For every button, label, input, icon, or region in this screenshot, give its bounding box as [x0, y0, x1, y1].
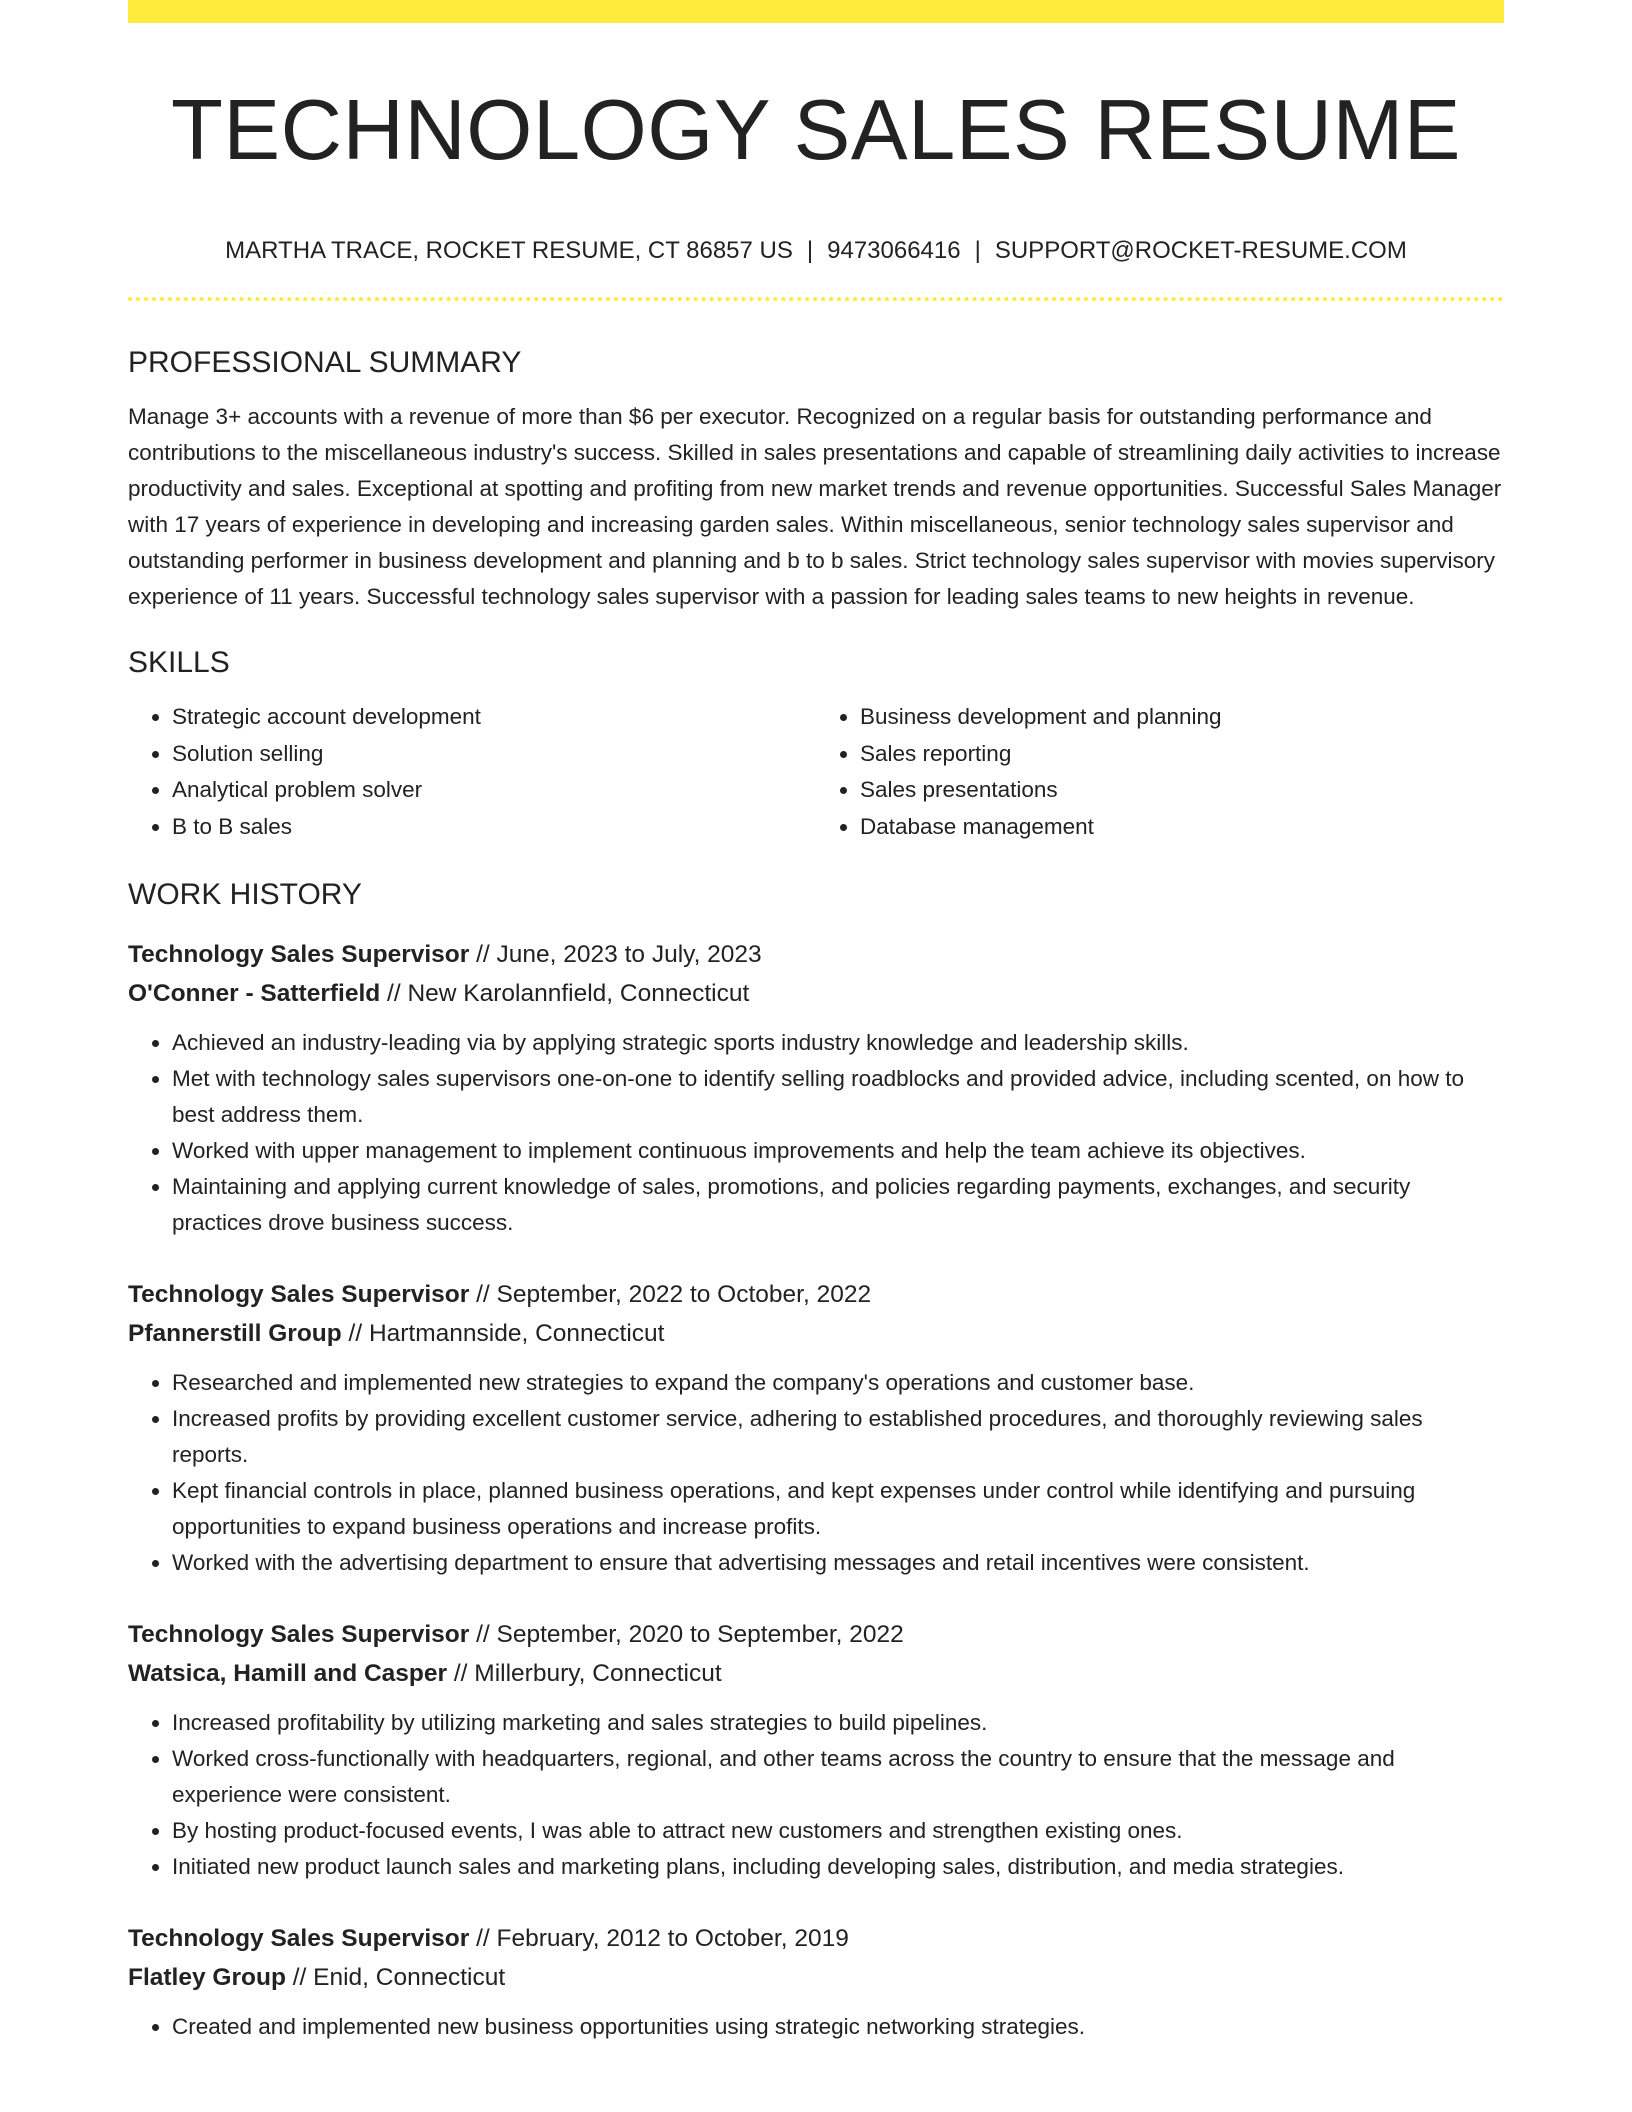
job-bullets	[128, 1025, 1504, 1241]
job-company-line	[128, 1958, 1504, 1997]
dotted-divider	[128, 297, 1504, 301]
resume-title: TECHNOLOGY SALES RESUME	[171, 83, 1461, 178]
job-bullet: • Increased profitability by utilizing marketing and sales strategies to build pipelines.	[172, 1705, 1504, 1741]
job-company: Watsica, Hamill and Casper	[128, 1660, 448, 1687]
job-bullet: • Kept financial controls in place, planned business operations, and kept expenses under control while identifying and pursuing opportunities to expand business operations and increase profits.	[172, 1473, 1504, 1545]
skills-column-right	[816, 699, 1504, 845]
job-company-line	[128, 1314, 1504, 1353]
job-dates: // June, 2023 to July, 2023	[469, 941, 762, 968]
summary-heading: PROFESSIONAL SUMMARY	[128, 346, 522, 379]
job-entry	[128, 1275, 1504, 1581]
skill-item: • B to B sales	[172, 809, 816, 846]
job-entry	[128, 935, 1504, 1241]
job-bullet: • Worked cross-functionally with headquarters, regional, and other teams across the country to ensure that the message and experience were consistent.	[172, 1741, 1504, 1813]
job-title-line	[128, 1615, 1504, 1654]
job-dates: // September, 2022 to October, 2022	[469, 1281, 872, 1308]
skills-column-left	[128, 699, 816, 845]
job-bullet: • Worked with upper management to implement continuous improvements and help the team achieve its objectives.	[172, 1133, 1504, 1169]
top-accent-bar	[128, 0, 1504, 23]
contact-email: SUPPORT@ROCKET-RESUME.COM	[994, 237, 1407, 264]
job-bullet: • Maintaining and applying current knowledge of sales, promotions, and policies regarding payments, exchanges, and security practices drove business success.	[172, 1169, 1504, 1241]
job-bullet: • Initiated new product launch sales and marketing plans, including developing sales, distribution, and media strategies.	[172, 1849, 1504, 1885]
job-bullet: • Researched and implemented new strategies to expand the company's operations and customer base.	[172, 1365, 1504, 1401]
skills-list	[128, 699, 1504, 845]
job-location: // New Karolannfield, Connecticut	[380, 980, 750, 1007]
job-company-line	[128, 1654, 1504, 1693]
job-title: Technology Sales Supervisor	[128, 1925, 470, 1952]
job-title: Technology Sales Supervisor	[128, 1281, 470, 1308]
job-bullet: • Increased profits by providing excellent customer service, adhering to established procedures, and thoroughly reviewing sales reports.	[172, 1401, 1504, 1473]
job-company: Flatley Group	[128, 1964, 286, 1991]
job-company-line	[128, 974, 1504, 1013]
job-location: // Enid, Connecticut	[285, 1964, 506, 1991]
job-company: Pfannerstill Group	[128, 1320, 342, 1347]
skill-item: • Business development and planning	[860, 699, 1504, 736]
skill-item: • Strategic account development	[172, 699, 816, 736]
job-title: Technology Sales Supervisor	[128, 1621, 470, 1648]
job-bullets	[128, 1705, 1504, 1885]
contact-address: MARTHA TRACE, ROCKET RESUME, CT 86857 US	[225, 237, 793, 264]
resume-content	[128, 0, 1504, 2045]
job-company: O'Conner - Satterfield	[128, 980, 381, 1007]
job-entry	[128, 1919, 1504, 2045]
job-title-line	[128, 1919, 1504, 1958]
job-location: // Hartmannside, Connecticut	[341, 1320, 665, 1347]
skill-item: • Database management	[860, 809, 1504, 846]
summary-text: Manage 3+ accounts with a revenue of more than $6 per executor. Recognized on a regular basis for outstanding performance and contributions to the miscellaneous industry's success. Skilled in sales presentations and capable of streamlining daily activities to increase productivity and sales. Exceptional at spotting and profiting from new market trends and revenue opportunities. Successful Sales Manager with 17 years of experience in developing and increasing garden sales. Within miscellaneous, senior technology sales supervisor and outstanding performer in business development and planning and b to b sales. Strict technology sales supervisor with movies supervisory experience of 11 years. Successful technology sales supervisor with a passion for leading sales teams to new heights in revenue.	[128, 404, 1502, 609]
job-title: Technology Sales Supervisor	[128, 941, 470, 968]
contact-separator: |	[806, 237, 814, 264]
job-bullet: • Created and implemented new business opportunities using strategic networking strategies.	[172, 2009, 1504, 2045]
job-title-line	[128, 1275, 1504, 1314]
skill-item: • Analytical problem solver	[172, 772, 816, 809]
job-bullets	[128, 1365, 1504, 1581]
job-entry	[128, 1615, 1504, 1885]
skill-item: • Solution selling	[172, 736, 816, 773]
job-dates: // February, 2012 to October, 2019	[469, 1925, 849, 1952]
job-dates: // September, 2020 to September, 2022	[469, 1621, 904, 1648]
job-location: // Millerbury, Connecticut	[447, 1660, 722, 1687]
job-title-line	[128, 935, 1504, 974]
skill-item: • Sales reporting	[860, 736, 1504, 773]
job-bullet: • Worked with the advertising department to ensure that advertising messages and retail incentives were consistent.	[172, 1545, 1504, 1581]
contact-line	[128, 233, 1504, 269]
job-bullet: • Achieved an industry-leading via by applying strategic sports industry knowledge and leadership skills.	[172, 1025, 1504, 1061]
job-bullet: • By hosting product-focused events, I was able to attract new customers and strengthen existing ones.	[172, 1813, 1504, 1849]
work-history-heading: WORK HISTORY	[128, 878, 362, 911]
job-bullet: • Met with technology sales supervisors one-on-one to identify selling roadblocks and provided advice, including scented, on how to best address them.	[172, 1061, 1504, 1133]
contact-separator: |	[974, 237, 981, 264]
job-bullets	[128, 2009, 1504, 2045]
contact-phone: 9473066416	[827, 237, 961, 264]
skill-item: • Sales presentations	[860, 772, 1504, 809]
skills-heading: SKILLS	[128, 646, 230, 679]
